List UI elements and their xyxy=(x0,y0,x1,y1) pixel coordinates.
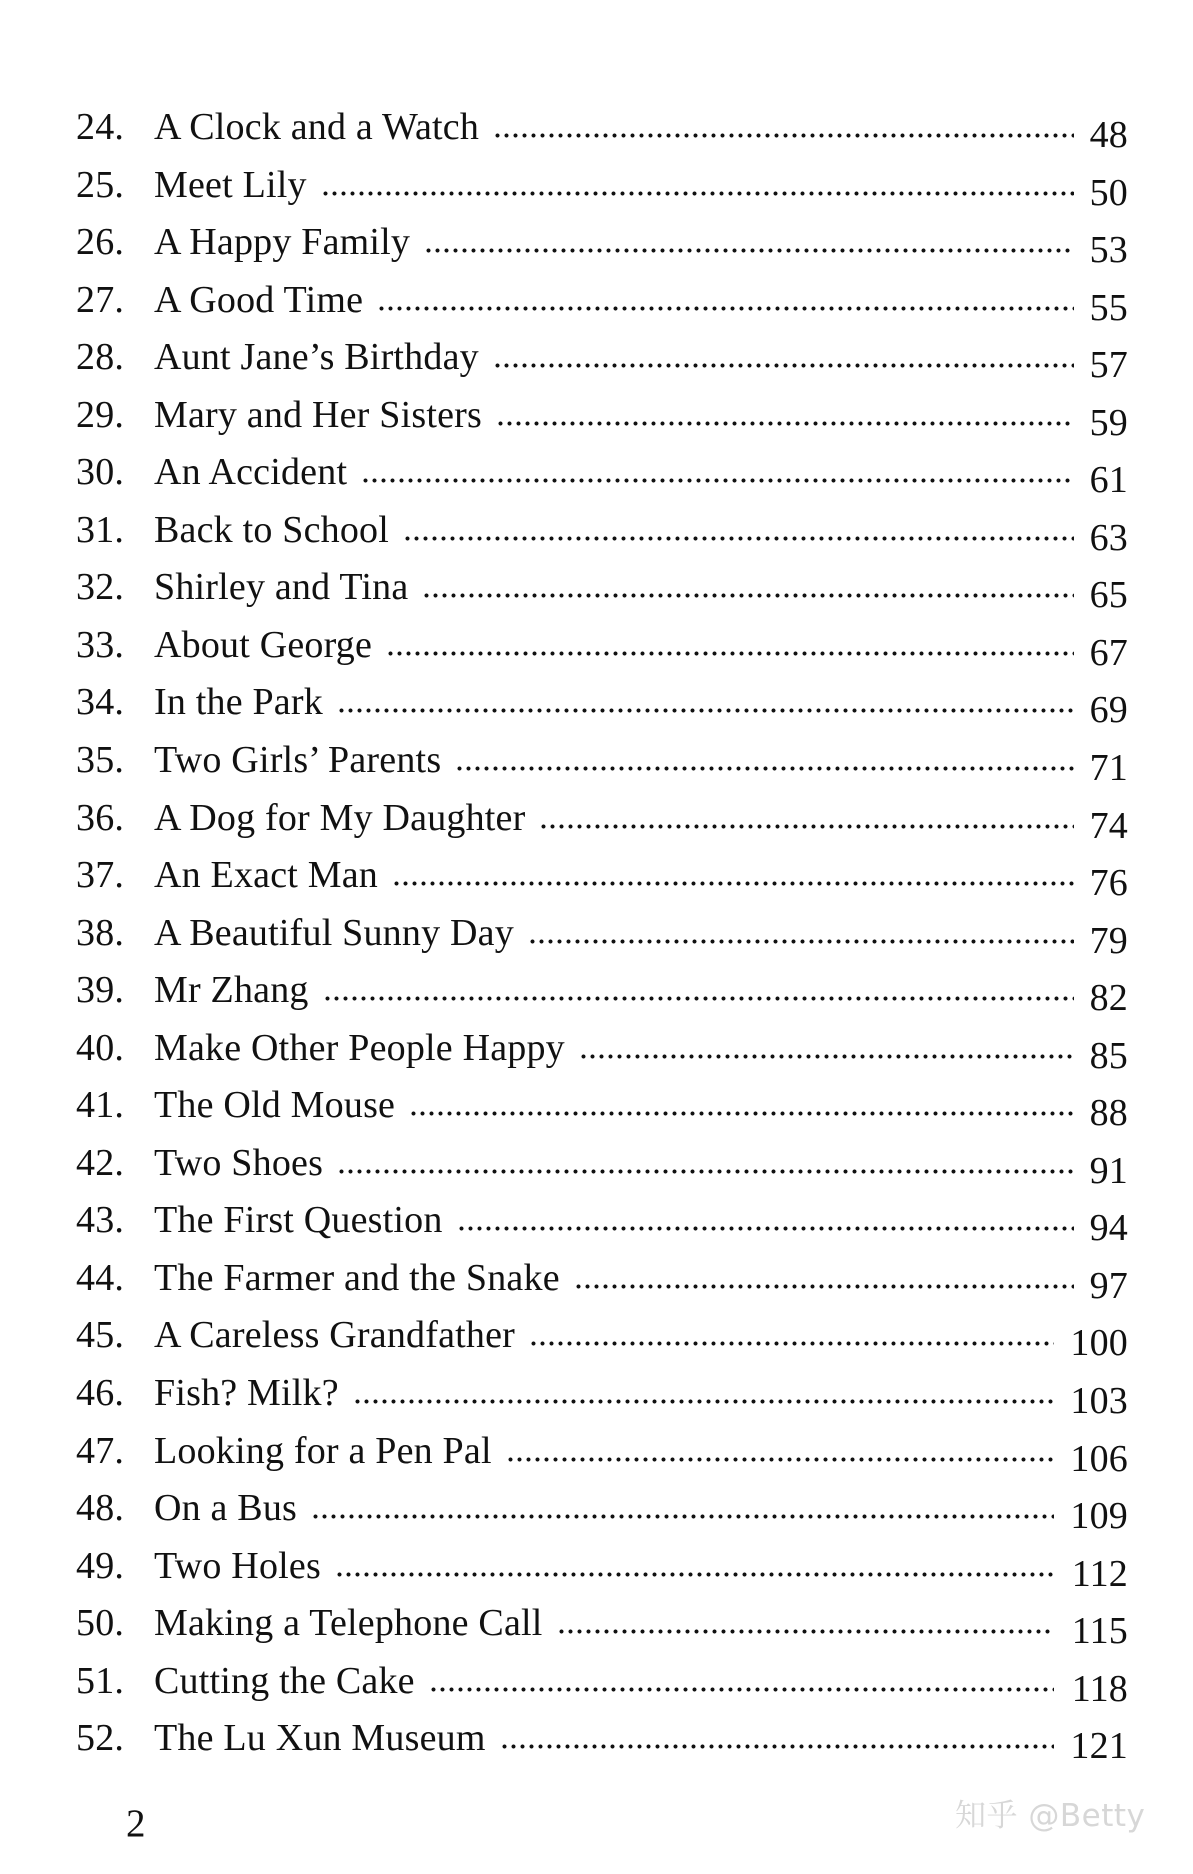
entry-title: A Careless Grandfather xyxy=(154,1314,516,1357)
toc-entry xyxy=(76,223,1128,281)
entry-number: 51. xyxy=(76,1659,125,1702)
entry-title: Making a Telephone Call xyxy=(154,1602,543,1645)
toc-entry xyxy=(76,278,1128,339)
entry-title: Two Girls’ Parents xyxy=(154,739,442,782)
toc-entry xyxy=(76,393,1128,454)
entry-title: A Good Time xyxy=(154,278,364,321)
dot-leader xyxy=(424,223,1074,261)
entry-title: The Old Mouse xyxy=(154,1084,396,1127)
entry-title: Cutting the Cake xyxy=(154,1659,415,1702)
dot-leader xyxy=(409,1086,1074,1124)
toc-entry xyxy=(76,741,1128,799)
toc-entry xyxy=(76,1719,1128,1777)
dot-leader xyxy=(528,914,1074,952)
entry-title: Aunt Jane’s Birthday xyxy=(154,336,479,379)
entry-page-number: 103 xyxy=(1070,1380,1128,1423)
toc-entry xyxy=(76,508,1128,569)
toc-entry xyxy=(76,1374,1128,1432)
dot-leader xyxy=(457,1201,1074,1239)
dot-leader xyxy=(335,1547,1054,1585)
dot-leader xyxy=(337,683,1074,721)
entry-title: A Dog for My Daughter xyxy=(154,796,526,839)
entry-number: 25. xyxy=(76,163,125,206)
toc-entry xyxy=(76,1489,1128,1547)
toc-entry xyxy=(76,568,1128,626)
toc-entry xyxy=(76,971,1128,1029)
entry-page-number: 109 xyxy=(1070,1495,1128,1538)
entry-number: 24. xyxy=(76,106,125,148)
entry-page-number: 69 xyxy=(1089,689,1128,732)
toc-entry xyxy=(76,1026,1128,1087)
entry-number: 47. xyxy=(76,1429,125,1472)
dot-leader xyxy=(506,1432,1054,1470)
entry-page-number: 50 xyxy=(1089,171,1128,214)
dot-leader xyxy=(557,1604,1054,1642)
entry-page-number: 112 xyxy=(1071,1552,1128,1595)
entry-page-number: 115 xyxy=(1071,1610,1128,1653)
entry-page-number: 94 xyxy=(1089,1207,1128,1250)
entry-number: 37. xyxy=(76,854,125,897)
entry-title: Make Other People Happy xyxy=(154,1026,565,1069)
entry-number: 46. xyxy=(76,1372,125,1415)
toc-entry xyxy=(76,1316,1128,1374)
entry-number: 26. xyxy=(76,221,125,264)
entry-page-number: 55 xyxy=(1089,286,1128,329)
dot-leader xyxy=(321,166,1074,204)
entry-title: Back to School xyxy=(154,508,389,551)
entry-number: 44. xyxy=(76,1256,125,1299)
toc-entry xyxy=(76,911,1128,972)
entry-number: 33. xyxy=(76,623,125,666)
entry-number: 43. xyxy=(76,1199,125,1242)
dot-leader xyxy=(529,1316,1054,1354)
toc-entry xyxy=(76,623,1128,684)
dot-leader xyxy=(429,1662,1054,1700)
dot-leader xyxy=(392,856,1074,894)
entry-title: Mary and Her Sisters xyxy=(154,393,482,436)
entry-title: The Farmer and the Snake xyxy=(154,1256,560,1299)
dot-leader xyxy=(455,741,1074,779)
entry-title: On a Bus xyxy=(154,1487,298,1530)
entry-title: The First Question xyxy=(154,1199,443,1242)
toc-entry xyxy=(76,1659,1128,1720)
dot-leader xyxy=(353,1374,1054,1412)
entry-number: 45. xyxy=(76,1314,125,1357)
entry-number: 34. xyxy=(76,681,125,724)
dot-leader xyxy=(377,281,1074,319)
entry-number: 31. xyxy=(76,508,125,551)
dot-leader xyxy=(574,1259,1074,1297)
toc-entry xyxy=(76,1086,1128,1144)
dot-leader xyxy=(323,971,1074,1009)
entry-title: Meet Lily xyxy=(154,163,307,206)
entry-page-number: 82 xyxy=(1089,977,1128,1020)
entry-title: Two Holes xyxy=(154,1544,321,1587)
entry-number: 50. xyxy=(76,1602,125,1645)
dot-leader xyxy=(337,1144,1074,1182)
dot-leader xyxy=(500,1719,1054,1757)
dot-leader xyxy=(493,338,1074,376)
entry-title: In the Park xyxy=(154,681,323,724)
entry-page-number: 79 xyxy=(1089,919,1128,962)
entry-number: 27. xyxy=(76,278,125,321)
toc-entry xyxy=(76,338,1128,396)
dot-leader xyxy=(311,1489,1054,1527)
watermark: 知乎 @Betty xyxy=(955,1798,1146,1834)
dot-leader xyxy=(361,453,1074,491)
toc-entry xyxy=(76,1256,1128,1317)
entry-number: 30. xyxy=(76,451,125,494)
entry-number: 52. xyxy=(76,1717,125,1760)
entry-page-number: 67 xyxy=(1089,631,1128,674)
toc-entry xyxy=(76,1544,1128,1605)
entry-page-number: 91 xyxy=(1089,1149,1128,1192)
entry-page-number: 57 xyxy=(1089,344,1128,387)
entry-page-number: 71 xyxy=(1089,747,1128,790)
entry-title: An Accident xyxy=(154,451,348,494)
entry-number: 38. xyxy=(76,911,125,954)
entry-page-number: 100 xyxy=(1070,1322,1128,1365)
entry-page-number: 106 xyxy=(1070,1437,1128,1480)
entry-number: 39. xyxy=(76,969,125,1012)
entry-number: 29. xyxy=(76,393,125,436)
entry-title: A Clock and a Watch xyxy=(154,106,480,148)
entry-title: Shirley and Tina xyxy=(154,566,409,609)
entry-page-number: 65 xyxy=(1089,574,1128,617)
dot-leader xyxy=(422,568,1074,606)
entry-title: The Lu Xun Museum xyxy=(154,1717,486,1760)
toc-entry xyxy=(76,1604,1128,1662)
dot-leader xyxy=(539,799,1074,837)
entry-number: 42. xyxy=(76,1141,125,1184)
toc-entry xyxy=(76,1429,1128,1490)
entry-title: A Happy Family xyxy=(154,221,411,264)
entry-page-number: 63 xyxy=(1089,516,1128,559)
entry-page-number: 59 xyxy=(1089,401,1128,444)
entry-number: 36. xyxy=(76,796,125,839)
footer-page-number: 2 xyxy=(126,1802,146,1845)
toc-entry xyxy=(76,683,1128,741)
entry-page-number: 53 xyxy=(1089,229,1128,272)
dot-leader xyxy=(579,1029,1074,1067)
entry-page-number: 48 xyxy=(1089,114,1128,156)
entry-number: 49. xyxy=(76,1544,125,1587)
entry-page-number: 85 xyxy=(1089,1034,1128,1077)
entry-number: 41. xyxy=(76,1084,125,1127)
dot-leader xyxy=(403,511,1074,549)
entry-number: 35. xyxy=(76,739,125,782)
entry-title: Looking for a Pen Pal xyxy=(154,1429,492,1472)
toc-entry xyxy=(76,856,1128,914)
toc-entry xyxy=(76,1141,1128,1202)
entry-page-number: 121 xyxy=(1070,1725,1128,1768)
toc-entry xyxy=(76,1201,1128,1259)
dot-leader xyxy=(386,626,1074,664)
entry-page-number: 118 xyxy=(1071,1667,1128,1710)
toc-entry xyxy=(76,453,1128,511)
entry-page-number: 74 xyxy=(1089,804,1128,847)
dot-leader xyxy=(493,108,1074,146)
entry-title: An Exact Man xyxy=(154,854,378,897)
entry-number: 28. xyxy=(76,336,125,379)
entry-page-number: 61 xyxy=(1089,459,1128,502)
entry-title: Mr Zhang xyxy=(154,969,309,1012)
toc-entry xyxy=(76,108,1128,166)
entry-number: 48. xyxy=(76,1487,125,1530)
entry-page-number: 88 xyxy=(1089,1092,1128,1135)
toc-entry xyxy=(76,163,1128,224)
entry-number: 40. xyxy=(76,1026,125,1069)
entry-page-number: 97 xyxy=(1089,1264,1128,1307)
dot-leader xyxy=(496,396,1074,434)
entry-title: Two Shoes xyxy=(154,1141,324,1184)
entry-title: Fish? Milk? xyxy=(154,1372,339,1415)
table-of-contents xyxy=(76,108,1128,1777)
entry-page-number: 76 xyxy=(1089,862,1128,905)
entry-title: A Beautiful Sunny Day xyxy=(154,911,514,954)
entry-title: About George xyxy=(154,623,373,666)
toc-entry xyxy=(76,796,1128,857)
entry-number: 32. xyxy=(76,566,125,609)
